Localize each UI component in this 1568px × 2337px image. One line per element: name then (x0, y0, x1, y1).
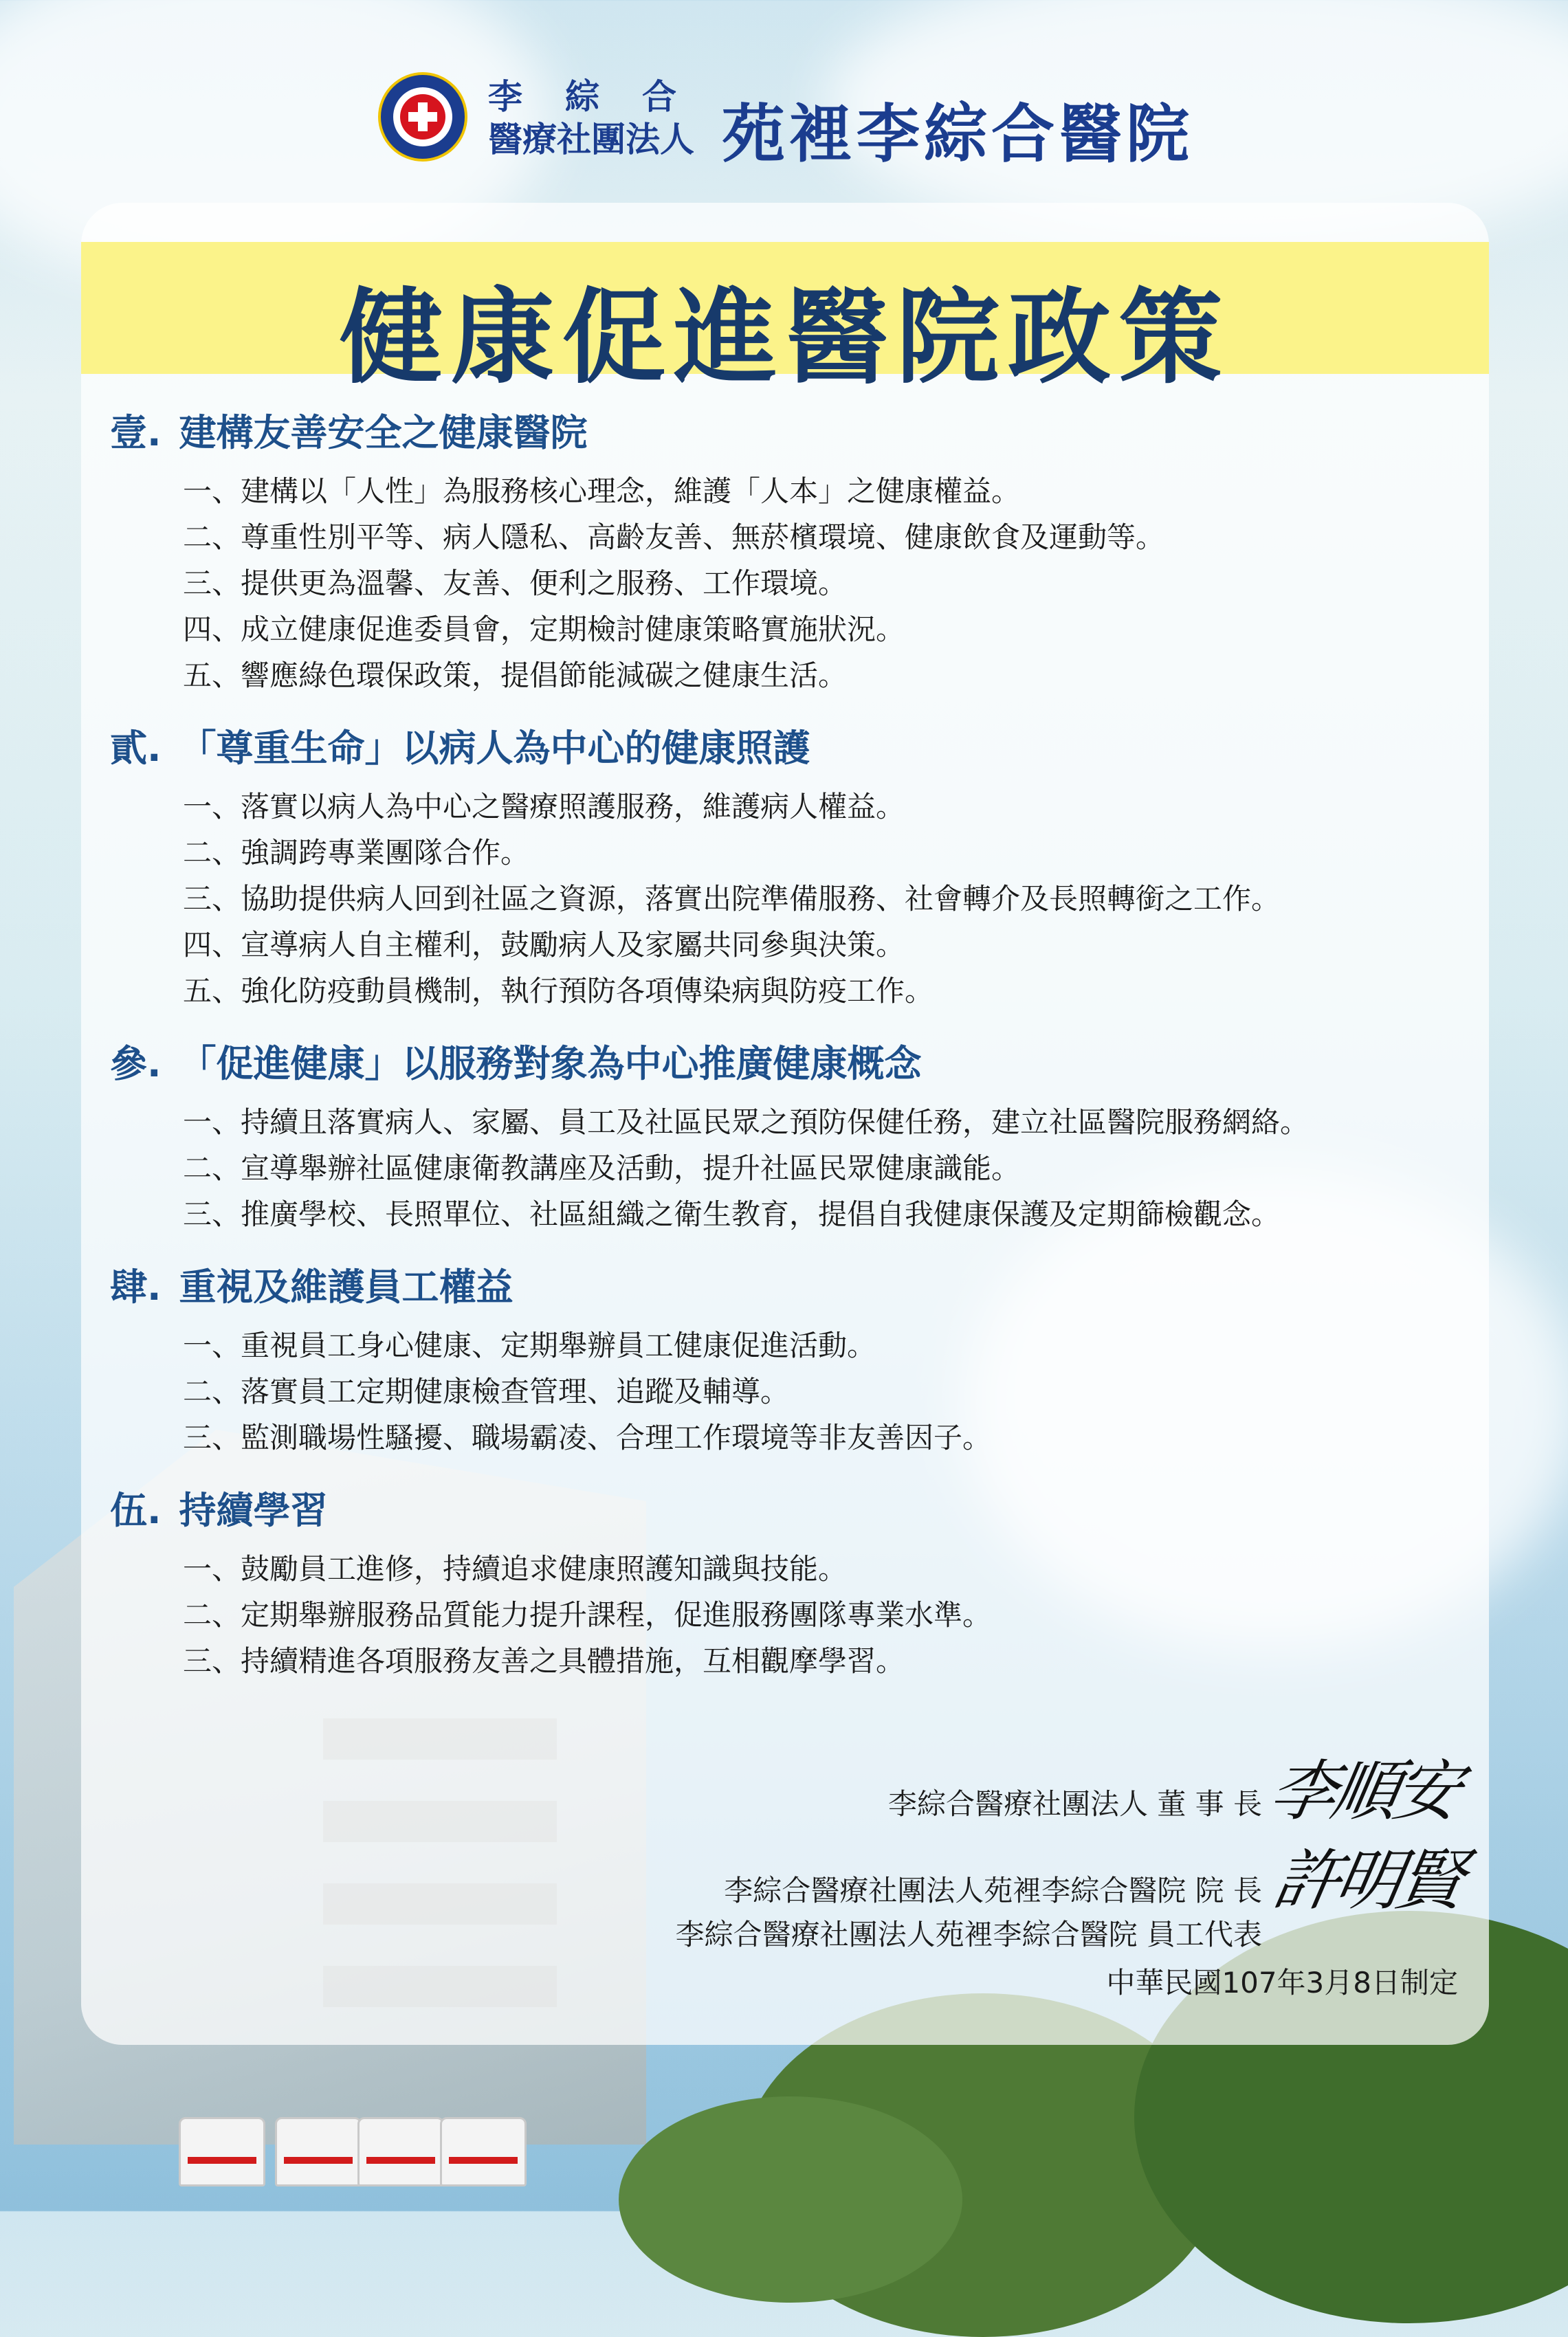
section-title (110, 1480, 1471, 1542)
red-cross-icon (400, 94, 445, 140)
hospital-logo-icon (378, 72, 467, 162)
list-item: 二、宣導舉辦社區健康衛教講座及活動，提升社區民眾健康識能。 (183, 1151, 1021, 1185)
section-number: 伍. (110, 1489, 162, 1532)
policy-section (110, 1256, 1471, 1461)
section-title (110, 1256, 1471, 1318)
hospital-header (378, 69, 1203, 171)
list-item: 三、推廣學校、長照單位、社區組織之衛生教育，提倡自我健康保護及定期篩檢觀念。 (183, 1197, 1281, 1231)
list-item: 二、落實員工定期健康檢查管理、追蹤及輔導。 (183, 1375, 790, 1408)
policy-section (110, 1033, 1471, 1237)
title-banner (81, 242, 1489, 398)
list-item: 三、持續精進各項服務友善之具體措施，互相觀摩學習。 (183, 1644, 905, 1678)
policy-content (110, 402, 1471, 1703)
list-item: 三、協助提供病人回到社區之資源，落實出院準備服務、社會轉介及長照轉銜之工作。 (183, 882, 1281, 916)
section-title (110, 402, 1471, 464)
policy-section (110, 402, 1471, 698)
list-item: 四、宣導病人自主權利，鼓勵病人及家屬共同參與決策。 (183, 928, 905, 962)
ambulance-icon (179, 2117, 265, 2186)
list-item: 一、鼓勵員工進修，持續追求健康照護知識與技能。 (183, 1552, 848, 1586)
corporation-name (488, 76, 719, 161)
list-item: 一、重視員工身心健康、定期舉辦員工健康促進活動。 (183, 1329, 876, 1362)
list-item: 二、尊重性別平等、病人隱私、高齡友善、無菸檳環境、健康飲食及運動等。 (183, 520, 1165, 554)
section-items (183, 468, 1471, 698)
section-items (183, 1322, 1471, 1461)
staff-representative-line: 李綜合醫療社團法人苑裡李綜合醫院 員工代表 (675, 1918, 1262, 1951)
list-item: 五、強化防疫動員機制，執行預防各項傳染病與防疫工作。 (183, 974, 934, 1008)
hospital-name: 苑裡李綜合醫院 (722, 97, 1194, 171)
section-heading: 重視及維護員工權益 (179, 1265, 514, 1309)
page-title: 健康促進醫院政策 (339, 278, 1230, 398)
ambulance-icon (440, 2117, 527, 2186)
section-number: 貳. (110, 727, 162, 770)
list-item: 三、監測職場性騷擾、職場霸凌、合理工作環境等非友善因子。 (183, 1421, 992, 1454)
section-number: 壹. (110, 411, 162, 454)
chairman-signature: 李順安 (1263, 1753, 1464, 1830)
section-number: 參. (110, 1042, 162, 1085)
corporation-name-line2: 醫療社團法人 (488, 120, 694, 159)
list-item: 二、強調跨專業團隊合作。 (183, 836, 530, 870)
section-items (183, 784, 1471, 1014)
section-heading: 「促進健康」以服務對象為中心推廣健康概念 (179, 1042, 922, 1085)
chairman-line: 李綜合醫療社團法人 董 事 長 (887, 1787, 1262, 1821)
list-item: 一、持續且落實病人、家屬、員工及社區民眾之預防保健任務，建立社區醫院服務網絡。 (183, 1105, 1310, 1139)
policy-section (110, 718, 1471, 1014)
tree-foliage (619, 2096, 962, 2303)
section-title (110, 1033, 1471, 1095)
section-number: 肆. (110, 1265, 162, 1309)
ambulance-icon (275, 2117, 362, 2186)
section-heading: 建構友善安全之健康醫院 (179, 411, 588, 454)
section-heading: 持續學習 (179, 1489, 328, 1532)
list-item: 二、定期舉辦服務品質能力提升課程，促進服務團隊專業水準。 (183, 1598, 992, 1632)
section-heading: 「尊重生命」以病人為中心的健康照護 (179, 727, 810, 770)
director-signature: 許明賢 (1267, 1842, 1467, 1919)
list-item: 五、響應綠色環保政策，提倡節能減碳之健康生活。 (183, 658, 848, 692)
director-line: 李綜合醫療社團法人苑裡李綜合醫院 院 長 (724, 1874, 1262, 1907)
section-items (183, 1546, 1471, 1684)
section-items (183, 1099, 1471, 1237)
policy-section (110, 1480, 1471, 1684)
enactment-date: 中華民國107年3月8日制定 (1106, 1966, 1458, 2000)
ambulance-icon (357, 2117, 444, 2186)
list-item: 四、成立健康促進委員會，定期檢討健康策略實施狀況。 (183, 612, 905, 646)
corporation-name-line1: 李綜合 (488, 77, 719, 117)
section-title (110, 718, 1471, 779)
list-item: 一、落實以病人為中心之醫療照護服務，維護病人權益。 (183, 790, 905, 823)
list-item: 一、建構以「人性」為服務核心理念，維護「人本」之健康權益。 (183, 474, 1021, 508)
list-item: 三、提供更為溫馨、友善、便利之服務、工作環境。 (183, 566, 848, 600)
